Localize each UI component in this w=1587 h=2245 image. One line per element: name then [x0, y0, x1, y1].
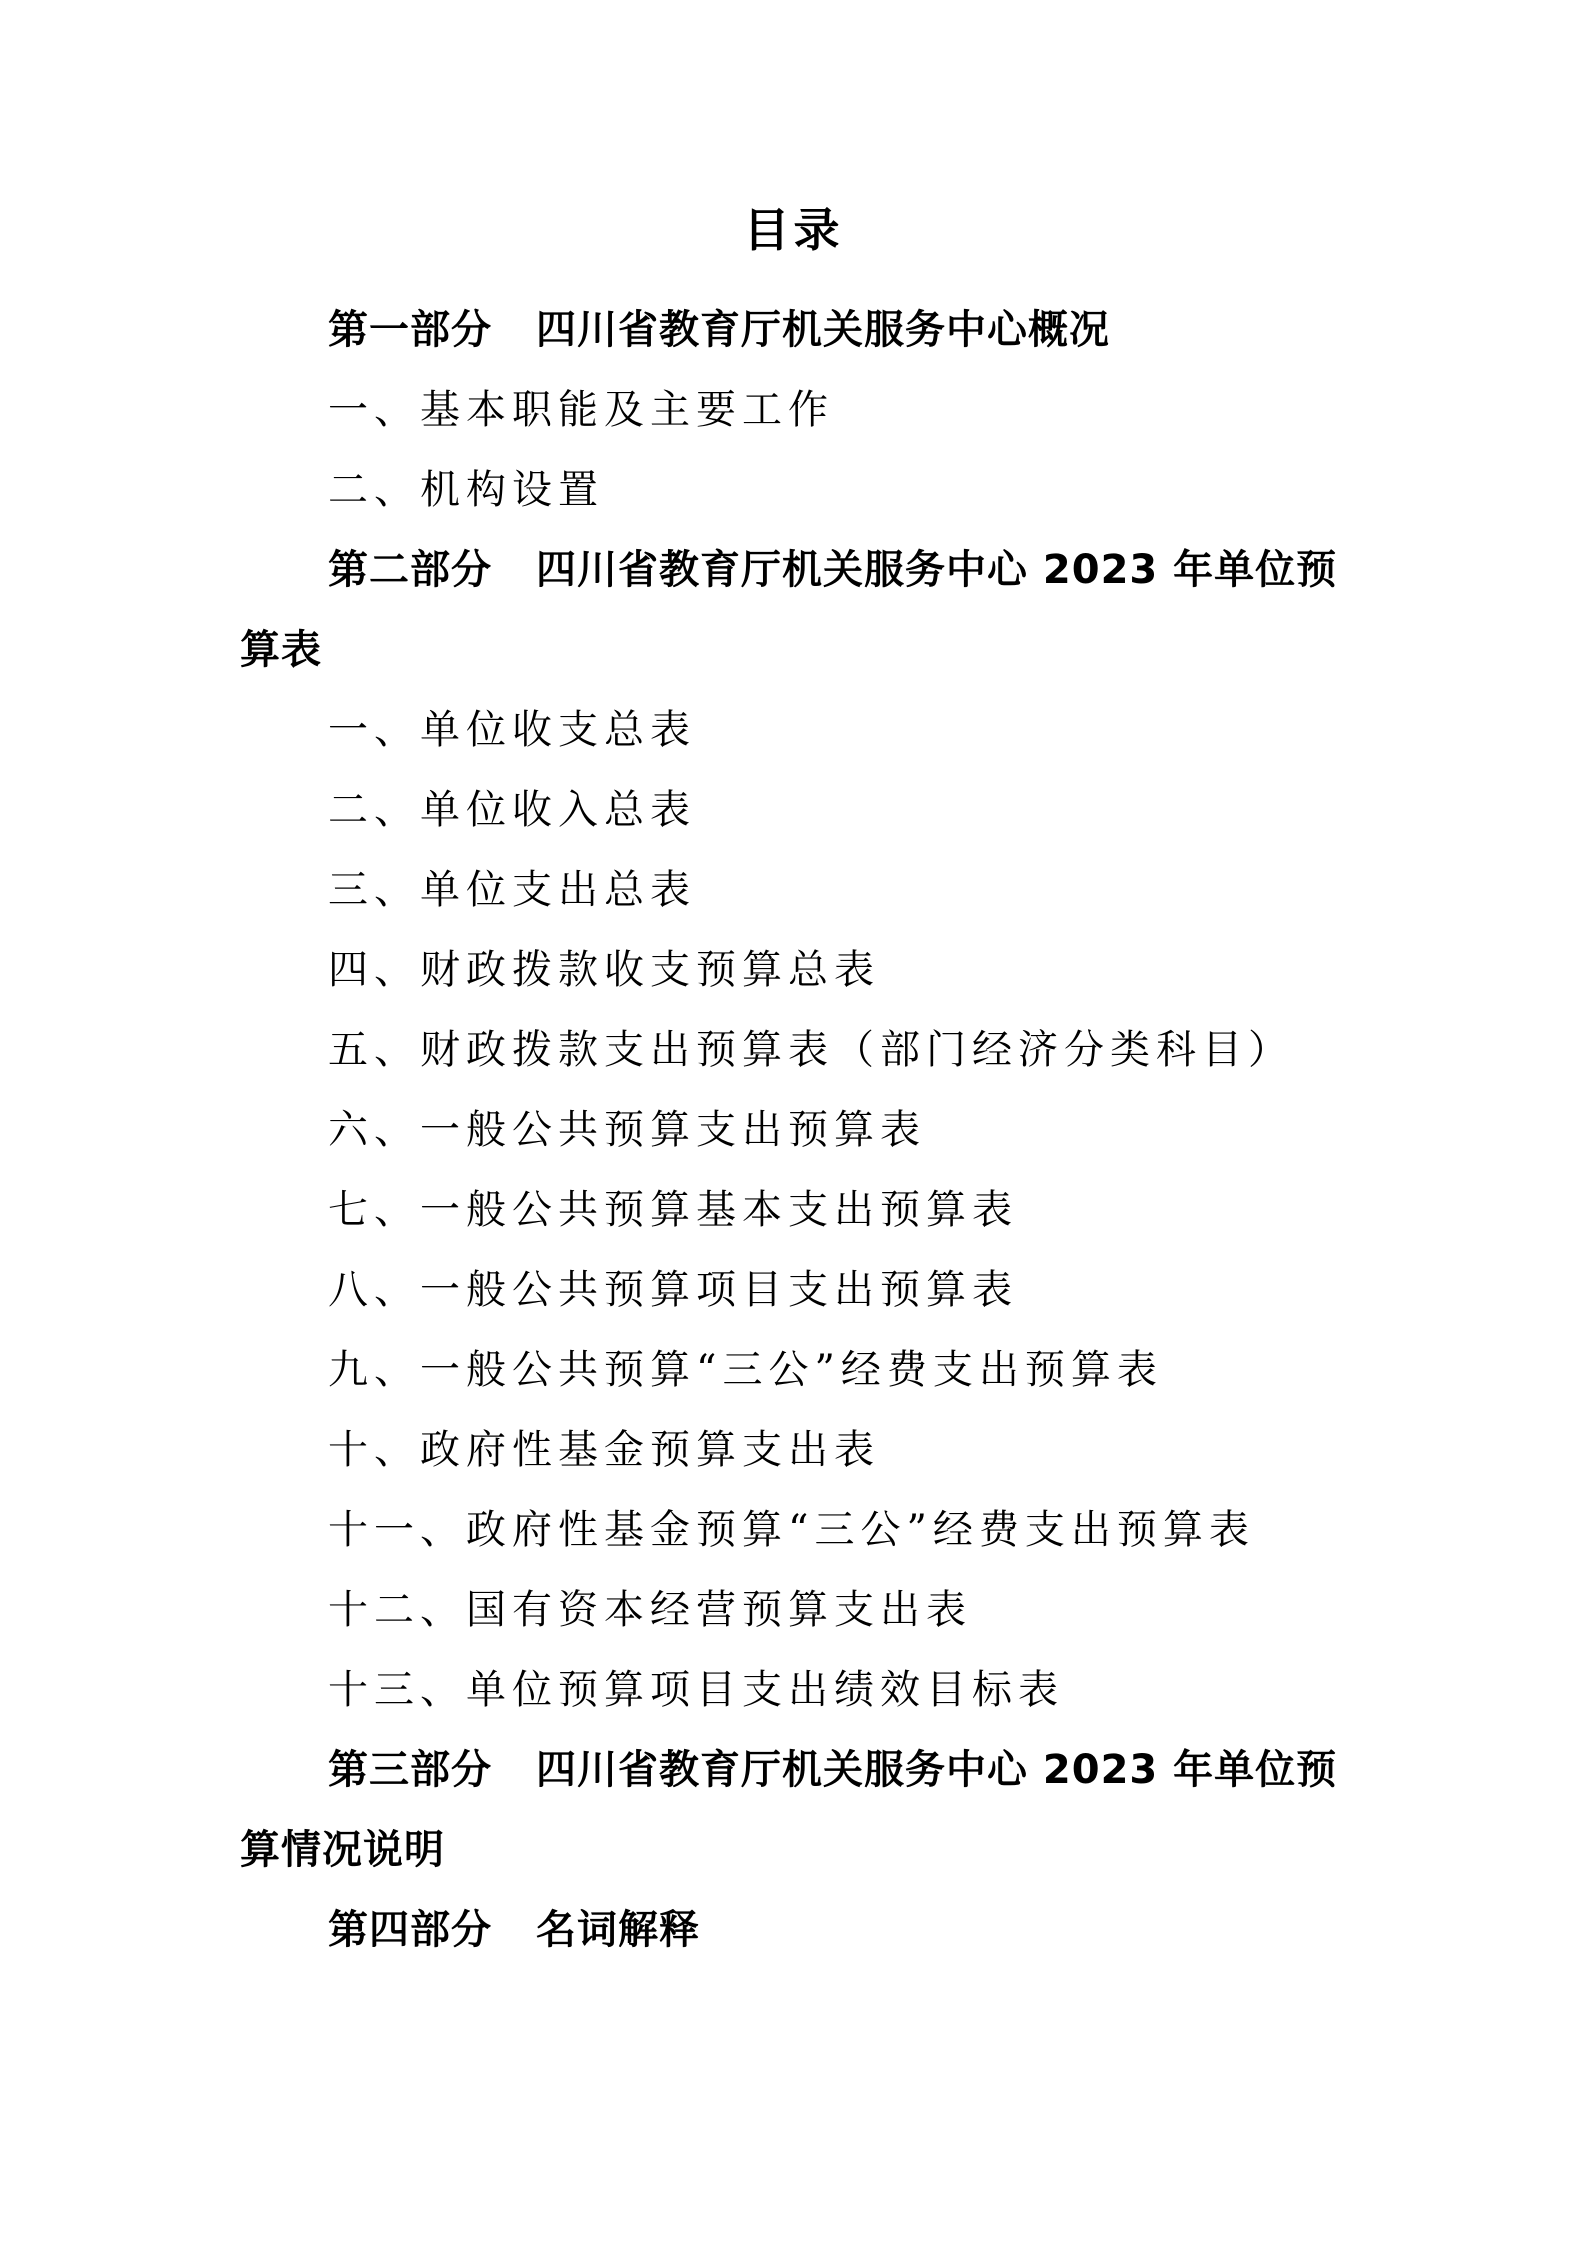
toc-part-3-title: 四川省教育厅机关服务中心 2023 年单位预: [536, 1747, 1338, 1793]
toc-item[interactable]: 九、一般公共预算“三公”经费支出预算表: [328, 1347, 1163, 1393]
toc-item[interactable]: 十一、政府性基金预算“三公”经费支出预算表: [328, 1507, 1255, 1553]
toc-item[interactable]: 十、政府性基金预算支出表: [328, 1427, 880, 1473]
toc-item[interactable]: 五、财政拨款支出预算表（部门经济分类科目）: [328, 1027, 1294, 1073]
toc-item[interactable]: 四、财政拨款收支预算总表: [328, 947, 880, 993]
toc-item[interactable]: 六、一般公共预算支出预算表: [328, 1107, 926, 1153]
toc-item[interactable]: 八、一般公共预算项目支出预算表: [328, 1267, 1018, 1313]
toc-item[interactable]: 二、机构设置: [328, 467, 604, 513]
toc-part-2-label: 第二部分: [328, 547, 492, 593]
toc-item[interactable]: 一、基本职能及主要工作: [328, 387, 834, 433]
toc-item[interactable]: 七、一般公共预算基本支出预算表: [328, 1187, 1018, 1233]
toc-part-3-label: 第三部分: [328, 1747, 492, 1793]
toc-part-4[interactable]: [240, 1890, 1360, 1970]
toc-part-1-label: 第一部分: [328, 307, 492, 353]
toc-part-1[interactable]: [240, 290, 1360, 370]
toc-item[interactable]: 十二、国有资本经营预算支出表: [328, 1587, 972, 1633]
page-title: 目录: [743, 203, 844, 257]
table-of-contents: [240, 290, 1360, 1970]
toc-item[interactable]: 十三、单位预算项目支出绩效目标表: [328, 1667, 1064, 1713]
toc-part-2-title: 四川省教育厅机关服务中心 2023 年单位预: [536, 547, 1338, 593]
toc-part-3-title-continued[interactable]: 算情况说明: [240, 1827, 445, 1873]
toc-part-3[interactable]: [240, 1730, 1360, 1810]
toc-part-4-label: 第四部分: [328, 1907, 492, 1953]
toc-item[interactable]: 一、单位收支总表: [328, 707, 696, 753]
toc-part-2-title-continued[interactable]: 算表: [240, 627, 322, 673]
toc-part-4-title: 名词解释: [536, 1907, 700, 1953]
toc-part-1-title: 四川省教育厅机关服务中心概况: [536, 307, 1110, 353]
toc-item[interactable]: 二、单位收入总表: [328, 787, 696, 833]
toc-part-2[interactable]: [240, 530, 1360, 610]
toc-item[interactable]: 三、单位支出总表: [328, 867, 696, 913]
